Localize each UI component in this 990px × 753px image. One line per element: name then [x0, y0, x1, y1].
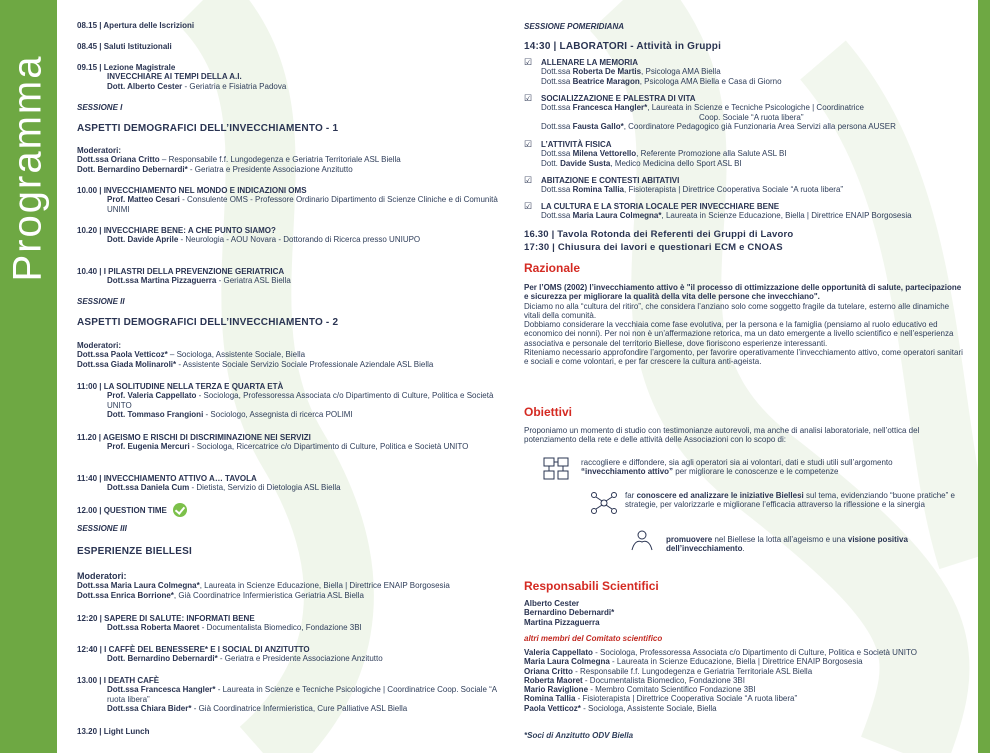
lab-item: ☑ LA CULTURA E LA STORIA LOCALE PER INVECCHIARE BENE Dott.ssa Maria Laura Colmegna*, Laureata in Scienze Educazione, Biella | Direttrice ENAIP Borgosesia — [524, 201, 912, 221]
razionale-text: Per l’OMS (2002) l’invecchiamento attivo è "il processo di ottimizzazione delle opportunità di salute, partecipazione e sicurezza per migliorare la qualità della vita delle persone che invecchiano". Diciamo no alla “cultura del ritiro”, che considera l’anziano solo come soggetto fragile da tutelare, esterno alle dinamiche vitali della comunità. Dobbiamo considerare la vecchiaia come fase evolutiva, per la persona e la famiglia (pensiamo al ruolo educativo ed economico dei nonni). Per noi non è un’affermazione retorica, ma un dato emergente a livello scientifico e nell’esperienza associativa e personale del territorio Biellese, dove fioriscono esperienze interessanti. Riteniamo necessario approfondire l’argomento, per favorire operativamente l’invecchiamento attivo, come operatori sanitari e sociali e come volontari, e per far crescere la cultura anti-ageista. — [524, 283, 963, 367]
item-1200: 12.00 | QUESTION TIME — [77, 504, 502, 518]
item-0915: 09.15 | Lezione Magistrale INVECCHIARE AI TEMPI DELLA A.I. Dott. Alberto Cester - Geriatria e Fisiatria Padova — [77, 63, 287, 91]
responsabili-list: Alberto Cester Bernardino Debernardi* Martina Pizzaguerra — [524, 599, 615, 627]
razionale-title: Razionale — [524, 261, 581, 275]
item-1300: 13.00 | I DEATH CAFÈ Dott.ssa Francesca Hangler* - Laureata in Scienze e Tecniche Psicologiche | Coordinatrice Coop. Sociale “A ruota libera” Dott.ssa Chiara Bider* - Già Coordinatrice Infermieristica, Cure Palliative ASL Biella — [77, 676, 497, 713]
hands-icon — [628, 528, 656, 554]
item-1730: 17:30 | Chiusura dei lavori e questionari ECM e CNOAS — [524, 242, 783, 253]
moderators-1: Moderatori: Dott.ssa Oriana Critto – Responsabile f.f. Lungodegenza e Geriatria Territoriale ASL Biella Dott. Bernardino Debernardi* - Geriatra e Presidente Associazione Anzitutto — [77, 146, 401, 174]
checkbox-icon: ☑ — [524, 175, 533, 185]
session-2-title: ASPETTI DEMOGRAFICI DELL’INVECCHIAMENTO - 2 — [77, 317, 339, 328]
item-0815: 08.15 | Apertura delle Iscrizioni — [77, 21, 195, 30]
item-1240: 12:40 | I CAFFÈ DEL BENESSERE* E I SOCIAL DI ANZITUTTO Dott. Bernardino Debernardi* - Geriatra e Presidente Associazione Anzitutto — [77, 645, 383, 664]
item-0845: 08.45 | Saluti Istituzionali — [77, 42, 172, 51]
network-icon — [590, 490, 618, 516]
objective-1: raccogliere e diffondere, sia agli operatori sia ai volontari, dati e studi utili sull’argomento “invecchiamento attivo” per migliorare le conoscenze e le competenze — [581, 458, 893, 477]
moderators-2: Moderatori: Dott.ssa Paola Vetticoz* – Sociologa, Assistente Sociale, Biella Dott.ssa Giada Molinaroli* - Assistente Sociale Servizio Sociale Professionale Aziendale ASL Biella — [77, 341, 434, 369]
moderators-3: Moderatori: Dott.ssa Maria Laura Colmegna*, Laureata in Scienze Educazione, Biella | Direttrice ENAIP Borgosesia Dott.ssa Enrica Borrione*, Già Coordinatrice Infermieristica Geriatria ASL Biella — [77, 571, 450, 600]
item-1140: 11:40 | INVECCHIAMENTO ATTIVO A… TAVOLA Dott.ssa Daniela Cum - Dietista, Servizio di Dietologia ASL Biella — [77, 474, 341, 493]
item-1100: 11:00 | LA SOLITUDINE NELLA TERZA E QUARTA ETÀ Prof. Valeria Cappellato - Sociologa, Professoressa Associata c/o Dipartimento di Culture, Politica e Società UNITO Dott. Tommaso Frangioni - Sociologo, Assegnista di ricerca POLIMI — [77, 382, 494, 419]
objective-2: far conoscere ed analizzare le iniziative Biellesi sul tema, evidenziando “buone pratiche” e strategie, per valorizzarle e migliorane l’efficacia attraverso la riflessione e la sinergia — [625, 491, 955, 510]
lab-item: ☑ ABITAZIONE E CONTESTI ABITATIVI Dott.ssa Romina Tallia, Fisioterapista | Direttrice Cooperativa Sociale “A ruota libera” — [524, 175, 844, 195]
item-1430: 14:30 | LABORATORI - Attività in Gruppi — [524, 41, 722, 52]
checkbox-icon: ☑ — [524, 139, 533, 149]
lab-item: ☑ ALLENARE LA MEMORIA Dott.ssa Roberta De Martis, Psicologa AMA Biella Dott.ssa Beatrice Maragon, Psicologa AMA Biella e Casa di Giorno — [524, 57, 782, 86]
item-1630: 16.30 | Tavola Rotonda dei Referenti dei Gruppi di Lavoro — [524, 229, 794, 240]
item-1000: 10.00 | INVECCHIAMENTO NEL MONDO E INDICAZIONI OMS Prof. Matteo Cesari - Consulente OMS - Professore Ordinario Dipartimento di Scienze Cliniche e di Comunità UNIMI — [77, 186, 498, 214]
item-1040: 10.40 | I PILASTRI DELLA PREVENZIONE GERIATRICA Dott.ssa Martina Pizzaguerra - Geriatra ASL Biella — [77, 267, 291, 286]
lab-item: ☑ SOCIALIZZAZIONE E PALESTRA DI VITA Dott.ssa Francesca Hangler*, Laureata in Scienze e Tecniche Psicologiche | Coordinatrice Coop. Sociale “A ruota libera” Dott.ssa Fausta Gallo*, Coordinatore Pedagogico già Funzionaria Area Servizi alla persona AUSER — [524, 93, 896, 131]
checkbox-icon: ☑ — [524, 201, 533, 211]
session-3-title: ESPERIENZE BIELLESI — [77, 546, 192, 557]
session-pm-label: SESSIONE POMERIDIANA — [524, 22, 625, 31]
sidebar-band — [0, 0, 57, 753]
session-1-title: ASPETTI DEMOGRAFICI DELL’INVECCHIAMENTO - 1 — [77, 123, 339, 134]
item-1220: 12:20 | SAPERE DI SALUTE: INFORMATI BENE Dott.ssa Roberta Maoret - Documentalista Biomedico, Fondazione 3BI — [77, 614, 362, 633]
checkmark-icon — [173, 503, 187, 517]
right-border — [978, 0, 990, 753]
lab-item: ☑ L’ATTIVITÀ FISICA Dott.ssa Milena Vettorello, Referente Promozione alla Salute ASL BI Dott. Davide Susta, Medico Medicina dello Sport ASL BI — [524, 139, 787, 168]
checkbox-icon: ☑ — [524, 57, 533, 67]
item-1120: 11.20 | AGEISMO E RISCHI DI DISCRIMINAZIONE NEI SERVIZI Prof. Eugenia Mercuri - Sociologa, Ricercatrice c/o Dipartimento di Culture, Politica e Società UNITO — [77, 433, 469, 452]
responsabili-title: Responsabili Scientifici — [524, 579, 659, 593]
page-title: Programma — [5, 54, 50, 282]
committee-list: Valeria Cappellato - Sociologa, Professoressa Associata c/o Dipartimento di Culture, Politica e Società UNITO Maria Laura Colmegna - Laureata in Scienze Educazione, Biella | Direttrice ENAIP Borgosesia Oriana Critto - Responsabile f.f. Lungodegenza e Geriatria Territoriale ASL Biella Roberta Maoret - Documentalista Biomedico, Fondazione 3BI Mario Raviglione - Membro Comitato Scientifico Fondazione 3BI Romina Tallia - Fisioterapista | Direttrice Cooperativa Sociale “A ruota libera” Paola Vetticoz* - Sociologa, Assistente Sociale, Biella — [524, 648, 917, 713]
objective-3: promuovere nel Biellese la lotta all’ageismo e una visione positiva dell’invecchiamento. — [666, 535, 908, 554]
obiettivi-intro: Proponiamo un momento di studio con testimonianze autorevoli, ma anche di analisi laboratoriale, nell’ottica del potenziamento della rete e delle attività delle Associazioni con lo scopo di: — [524, 426, 920, 445]
committee-label: altri membri del Comitato scientifico — [524, 634, 663, 643]
data-sharing-icon — [542, 456, 570, 482]
session-1-label: SESSIONE I — [77, 103, 123, 112]
footnote: *Soci di Anzitutto ODV Biella — [524, 731, 634, 740]
session-3-label: SESSIONE III — [77, 524, 127, 533]
obiettivi-title: Obiettivi — [524, 405, 573, 419]
item-1020: 10.20 | INVECCHIARE BENE: A CHE PUNTO SIAMO? Dott. Davide Aprile - Neurologia - AOU Novara - Dottorando di Ricerca presso UNIUPO — [77, 226, 421, 245]
item-1320: 13.20 | Light Lunch — [77, 727, 150, 736]
checkbox-icon: ☑ — [524, 93, 533, 103]
session-2-label: SESSIONE II — [77, 297, 125, 306]
